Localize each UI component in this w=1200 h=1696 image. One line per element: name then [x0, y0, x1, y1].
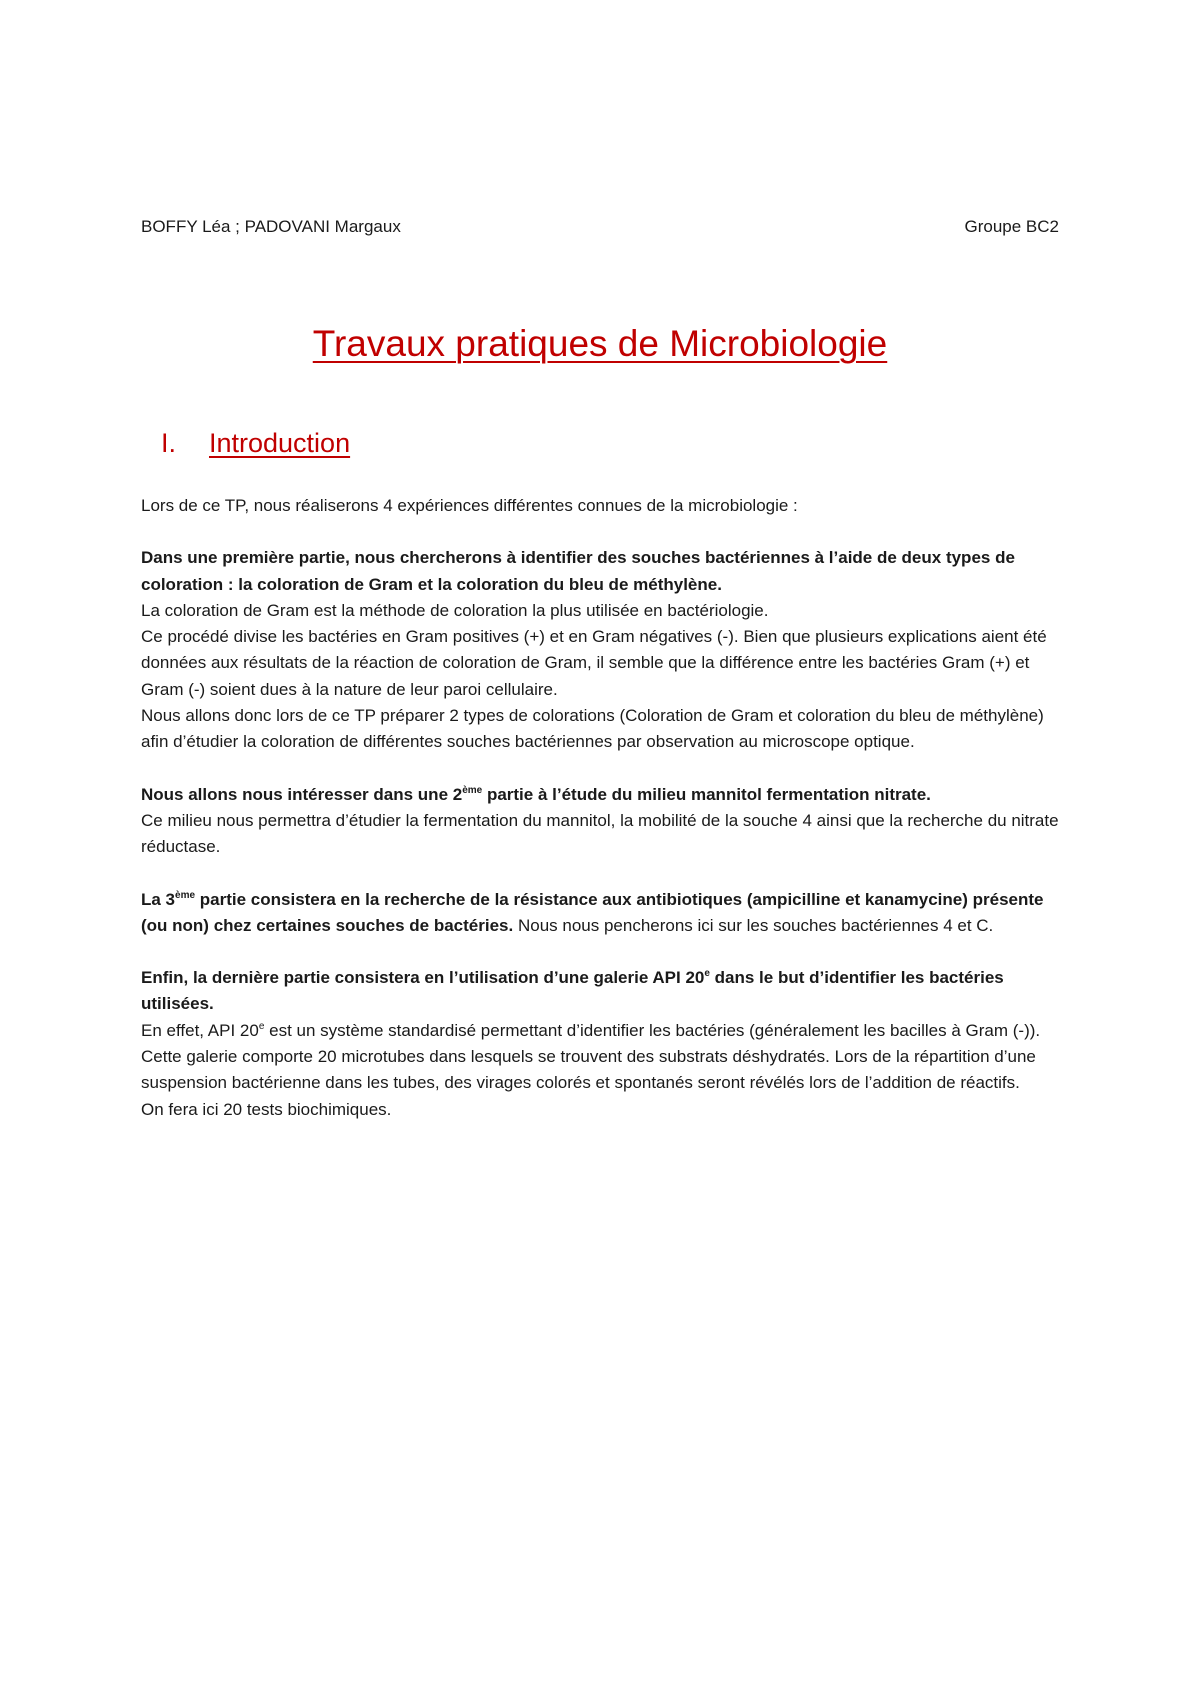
- group-label: Groupe BC2: [964, 217, 1059, 236]
- part4-line2: Cette galerie comporte 20 microtubes dans lesquels se trouvent des substrats déshydratés. Lors de la répartition d’une suspension bactérienne dans les tubes, des virages colorés et spontanés seront révélés lors de l’addition de réactifs.: [141, 1047, 1036, 1093]
- page-title: Travaux pratiques de Microbiologie: [312, 323, 888, 364]
- part3-paragraph: [141, 887, 1061, 940]
- part2-sup: ème: [462, 784, 483, 796]
- part2-bold-b: partie à l’étude du milieu mannitol fermentation nitrate.: [482, 784, 931, 804]
- part1-heading: Dans une première partie, nous chercherons à identifier des souches bactériennes à l’aide de deux types de coloration : la coloration de Gram et la coloration du bleu de méthylène.: [141, 548, 1015, 594]
- part1-line2: Ce procédé divise les bactéries en Gram positives (+) et en Gram négatives (-). Bien que plusieurs explications aient été données aux résultats de la réaction de coloration de Gram, il semble que la différence entre les bactéries Gram (+) et Gram (-) soient dues à la nature de leur paroi cellulaire.: [141, 627, 1047, 699]
- section-heading: [161, 427, 350, 459]
- part4-line1: [141, 1018, 1061, 1044]
- part2-text: Ce milieu nous permettra d’étudier la fermentation du mannitol, la mobilité de la souche 4 ainsi que la recherche du nitrate réductase.: [141, 810, 1059, 857]
- part1-line1: La coloration de Gram est la méthode de coloration la plus utilisée en bactériologie.: [141, 600, 769, 620]
- part1-line3: Nous allons donc lors de ce TP préparer 2 types de colorations (Coloration de Gram et coloration du bleu de méthylène) afin d’étudier la coloration de différentes souches bactériennes par observation au microscope optique.: [141, 706, 1044, 752]
- part4-paragraph: [141, 965, 1061, 1018]
- part4-sup: e: [704, 968, 710, 980]
- part2-paragraph: [141, 782, 1061, 808]
- section-label: Introduction: [209, 428, 351, 458]
- part3-bold-b: partie consistera en la recherche de la résistance aux antibiotiques (ampicilline et kanamycine) présente (ou non) chez certaines souches de bactéries.: [141, 889, 1044, 935]
- authors: BOFFY Léa ; PADOVANI Margaux: [141, 217, 401, 236]
- intro-paragraph: Lors de ce TP, nous réaliserons 4 expériences différentes connues de la microbiologie :: [141, 496, 798, 515]
- part3-text: Nous nous pencherons ici sur les souches bactériennes 4 et C.: [513, 915, 994, 935]
- part4-text-sup: e: [258, 1020, 265, 1032]
- part4-text-a: En effet, API 20: [141, 1020, 259, 1040]
- part4-line3: On fera ici 20 tests biochimiques.: [141, 1099, 392, 1119]
- body-text: [141, 493, 1061, 1123]
- section-number: I.: [161, 428, 177, 458]
- part3-bold-a: La 3: [141, 889, 176, 909]
- part4-bold-b: dans le but d’identifier les bactéries utilisées.: [141, 968, 1004, 1014]
- part4-text-b: est un système standardisé permettant d’identifier les bactéries (généralement les bacilles à Gram (-)).: [264, 1020, 1041, 1040]
- part4-bold-a: Enfin, la dernière partie consistera en l’utilisation d’une galerie API 20: [141, 968, 705, 988]
- page-header: [141, 217, 1059, 237]
- part3-sup: ème: [175, 889, 196, 901]
- part2-bold-a: Nous allons nous intéresser dans une 2: [141, 784, 463, 804]
